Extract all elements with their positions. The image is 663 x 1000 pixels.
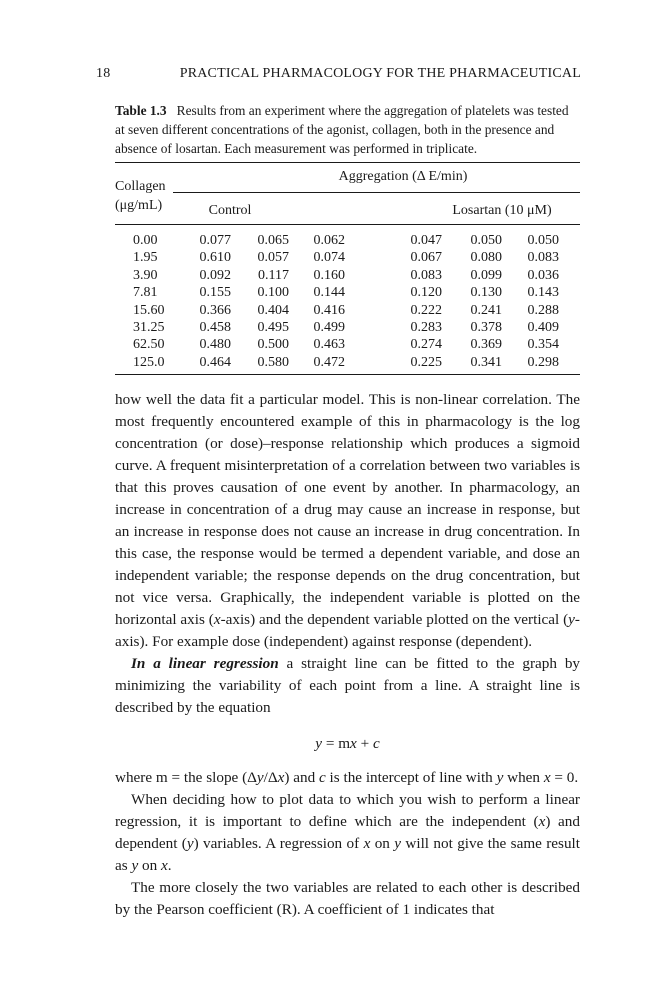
group-header: Aggregation (Δ E/min) bbox=[338, 169, 468, 184]
table-cell-value: 0.062 bbox=[313, 233, 345, 248]
table-cell-value: 0.080 bbox=[470, 250, 502, 266]
table-cell-value: 0.050 bbox=[470, 233, 502, 248]
table-label: Table 1.3 bbox=[115, 103, 167, 118]
table-cell-concentration: 0.00 bbox=[133, 233, 158, 248]
table-cell-value: 0.580 bbox=[257, 354, 289, 370]
table-cell-value: 0.610 bbox=[199, 250, 231, 266]
paragraph-3: where m = the slope (Δy/Δx) and c is the intercept of line with y when x = 0. bbox=[115, 769, 579, 786]
table-cell-value: 0.143 bbox=[527, 285, 559, 301]
table-cell-value: 0.499 bbox=[313, 320, 345, 335]
table-cell-value: 0.083 bbox=[410, 267, 442, 283]
table-cell-value: 0.409 bbox=[527, 320, 559, 335]
table-cell-concentration: 15.60 bbox=[133, 302, 165, 318]
table-cell-value: 0.274 bbox=[410, 337, 442, 353]
table-caption bbox=[115, 101, 580, 158]
paragraph-2-lead: In a linear regression bbox=[131, 655, 279, 672]
table-cell-concentration: 31.25 bbox=[133, 320, 165, 335]
table-cell-value: 0.404 bbox=[257, 302, 289, 318]
table-cell-value: 0.160 bbox=[313, 267, 345, 283]
table-cell-value: 0.225 bbox=[410, 354, 442, 370]
table-cell-value: 0.458 bbox=[199, 320, 231, 335]
table-caption-text: Results from an experiment where the aggregation of platelets was tested at seven different concentrations of the agonist, collagen, both in the presence and absence of losartan. Each measurement was performed in triplicate. bbox=[115, 103, 569, 156]
table-bottom-rule bbox=[115, 374, 580, 375]
table-cell-value: 0.472 bbox=[313, 354, 345, 370]
table-cell-value: 0.464 bbox=[199, 354, 231, 370]
table-cell-value: 0.099 bbox=[470, 267, 502, 283]
table-cell-value: 0.120 bbox=[410, 285, 442, 301]
body-text bbox=[115, 389, 580, 921]
losartan-header: Losartan (10 μM) bbox=[452, 203, 552, 218]
equation: y = mx + c bbox=[315, 735, 380, 752]
table-cell-concentration: 1.95 bbox=[133, 250, 158, 266]
table-cell-value: 0.155 bbox=[199, 285, 231, 301]
table-cell-value: 0.074 bbox=[313, 250, 345, 266]
table-cell-value: 0.065 bbox=[257, 233, 289, 248]
table-cell-value: 0.500 bbox=[257, 337, 289, 353]
table-cell-value: 0.077 bbox=[199, 233, 231, 248]
table-cell-value: 0.341 bbox=[470, 354, 502, 370]
table-cell-value: 0.050 bbox=[527, 233, 559, 248]
group-rule bbox=[173, 192, 580, 193]
table-cell-value: 0.495 bbox=[257, 320, 289, 335]
table-cell-value: 0.241 bbox=[470, 302, 502, 318]
table-cell-value: 0.036 bbox=[527, 267, 559, 283]
page-number: 18 bbox=[96, 66, 111, 81]
table-cell-value: 0.117 bbox=[258, 267, 289, 283]
row-header-line1: Collagen bbox=[115, 179, 166, 194]
control-header: Control bbox=[208, 203, 252, 218]
table-cell-value: 0.480 bbox=[199, 337, 231, 353]
table-cell-value: 0.298 bbox=[527, 354, 559, 370]
table-cell-concentration: 7.81 bbox=[133, 285, 158, 301]
table-cell-concentration: 3.90 bbox=[133, 267, 158, 283]
running-title: PRACTICAL PHARMACOLOGY FOR THE PHARMACEUTICAL bbox=[179, 66, 581, 81]
table-cell-value: 0.354 bbox=[527, 337, 559, 353]
paragraph-4: When deciding how to plot data to which you wish to perform a linear regression, it is important to define which are the independent (x) and dependent (y) variables. A regression of x on y will not give the same result as y on x. bbox=[115, 791, 580, 874]
table-cell-value: 0.130 bbox=[470, 285, 502, 301]
table-cell-value: 0.100 bbox=[257, 285, 289, 301]
table-cell-value: 0.366 bbox=[199, 302, 231, 318]
table-cell-value: 0.083 bbox=[527, 250, 559, 266]
row-header-line2: (μg/mL) bbox=[115, 198, 163, 213]
table-cell-value: 0.283 bbox=[410, 320, 442, 335]
header-bottom-rule bbox=[115, 224, 580, 225]
running-header bbox=[96, 66, 581, 86]
table-cell-value: 0.092 bbox=[199, 267, 231, 283]
paragraph-1: how well the data fit a particular model. This is non-linear correlation. The most frequently encountered example of this in pharmacology is the log concentration (or dose)–response relationship which produces a sigmoid curve. A frequent misinterpretation of a correlation between two variables is that this proves causation of one event by another. In pharmacology, an increase in concentration of a drug may cause an increase in response, but an increase in response does not cause an increase in drug concentration. In this case, the response would be termed a dependent variable, and dose an independent variable; the response depends on the drug concentration, but not vice versa. Graphically, the independent variable is plotted on the horizontal axis (x-axis) and the dependent variable plotted on the vertical (y-axis). For example dose (independent) against response (dependent). bbox=[115, 391, 580, 650]
table-cell-value: 0.378 bbox=[470, 320, 502, 335]
table-cell-concentration: 125.0 bbox=[133, 354, 165, 370]
table-cell-concentration: 62.50 bbox=[133, 337, 165, 353]
table-cell-value: 0.222 bbox=[410, 302, 442, 318]
table-cell-value: 0.047 bbox=[410, 233, 442, 248]
table-cell-value: 0.416 bbox=[313, 302, 345, 318]
table-cell-value: 0.057 bbox=[257, 250, 289, 266]
table-cell-value: 0.288 bbox=[527, 302, 559, 318]
table-cell-value: 0.369 bbox=[470, 337, 502, 353]
paragraph-5: The more closely the two variables are related to each other is described by the Pearson coefficient (R). A coefficient of 1 indicates that bbox=[115, 879, 580, 918]
table-top-rule bbox=[115, 162, 580, 163]
table-cell-value: 0.144 bbox=[313, 285, 345, 301]
table-cell-value: 0.463 bbox=[313, 337, 345, 353]
table-cell-value: 0.067 bbox=[410, 250, 442, 266]
paragraph-2: In a linear regression a straight line can be fitted to the graph by minimizing the variability of each point from a line. A straight line is described by the equation bbox=[115, 655, 581, 716]
